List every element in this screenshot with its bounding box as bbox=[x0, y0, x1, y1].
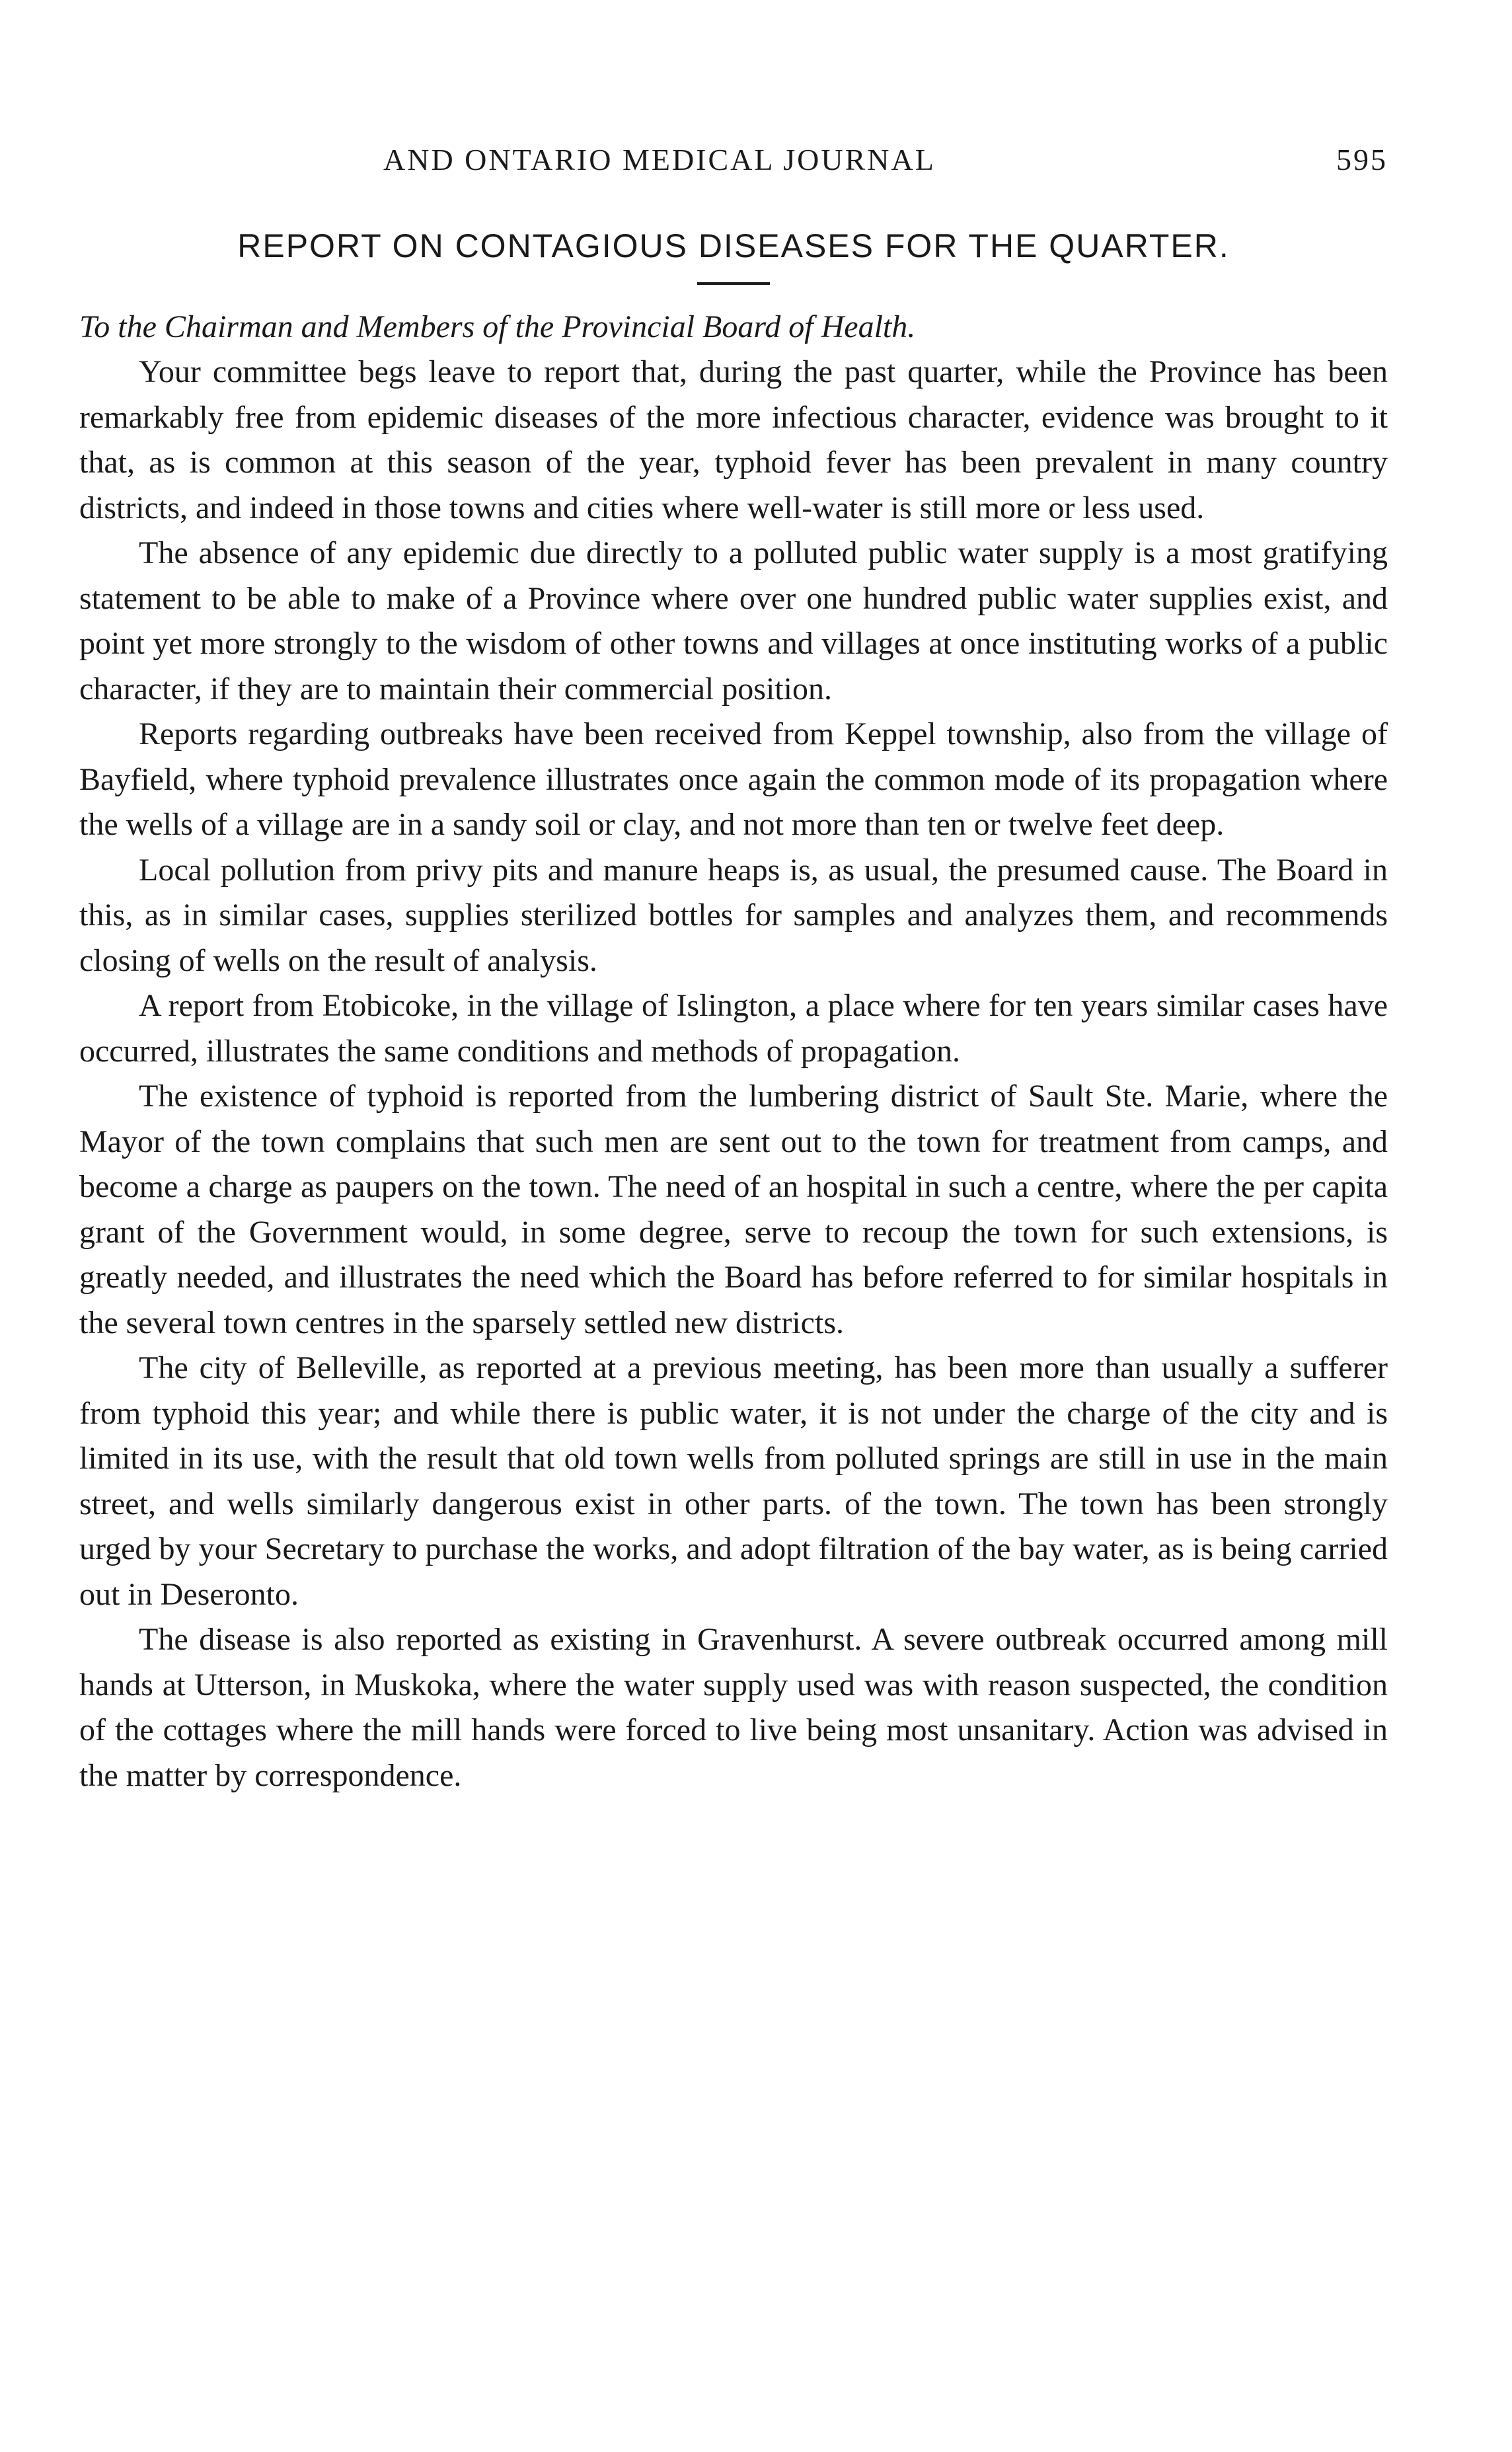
report-body bbox=[79, 350, 1388, 1798]
running-title: AND ONTARIO MEDICAL JOURNAL bbox=[383, 143, 936, 176]
paragraph: Reports regarding outbreaks have been received from Keppel township, also from the village of Bayfield, where typhoid prevalence illustrates once again the common mode of its propagation where the wells of a village are in a sandy soil or clay, and not more than ten or twelve feet deep. bbox=[79, 716, 1388, 842]
paragraph: A report from Etobicoke, in the village of Islington, a place where for ten years similar cases have occurred, illustrates the same conditions and methods of propagation. bbox=[79, 988, 1388, 1069]
report-title: REPORT ON CONTAGIOUS DISEASES FOR THE QUARTER. bbox=[237, 227, 1230, 264]
paragraph: The absence of any epidemic due directly to a polluted public water supply is a most gratifying statement to be able to make of a Province where over one hundred public water supplies exist, and point yet more strongly to the wisdom of other towns and villages at once instituting works of a public character, if they are to maintain their commercial position. bbox=[79, 535, 1388, 707]
paragraph: Local pollution from privy pits and manure heaps is, as usual, the presumed cause. The Board in this, as in similar cases, supplies sterilized bottles for samples and analyzes them, and recommends closing of wells on the result of analysis. bbox=[79, 852, 1388, 978]
paragraph: The city of Belleville, as reported at a previous meeting, has been more than usually a sufferer from typhoid this year; and while there is public water, it is not under the charge of the city and is limited in its use, with the result that old town wells from polluted springs are still in use in the main street, and wells similarly dangerous exist in other parts. of the town. The town has been strongly urged by your Secretary to purchase the works, and adopt filtration of the bay water, as is being carried out in Deseronto. bbox=[79, 1350, 1388, 1612]
page-number: 595 bbox=[1336, 143, 1388, 176]
title-divider bbox=[697, 282, 770, 285]
paragraph: The disease is also reported as existing in Gravenhurst. A severe outbreak occurred among mill hands at Utterson, in Muskoka, where the water supply used was with reason suspected, the condition of the cottages where the mill hands were forced to live being most unsanitary. Action was advised in the matter by correspondence. bbox=[79, 1622, 1388, 1793]
journal-page bbox=[79, 142, 1388, 1798]
running-header bbox=[79, 142, 1388, 188]
paragraph: The existence of typhoid is reported from the lumbering district of Sault Ste. Marie, where the Mayor of the town complains that such men are sent out to the town for treatment from camps, and become a charge as paupers on the town. The need of an hospital in such a centre, where the per capita grant of the Government would, in some degree, serve to recoup the town for such extensions, is greatly needed, and illustrates the need which the Board has before referred to for similar hospitals in the several town centres in the sparsely settled new districts. bbox=[79, 1079, 1388, 1340]
paragraph: Your committee begs leave to report that, during the past quarter, while the Province has been remarkably free from epidemic diseases of the more infectious character, evidence was brought to it that, as is common at this season of the year, typhoid fever has been prevalent in many country districts, and indeed in those towns and cities where well-water is still more or less used. bbox=[79, 354, 1388, 525]
salutation: To the Chairman and Members of the Provincial Board of Health. bbox=[79, 309, 916, 344]
